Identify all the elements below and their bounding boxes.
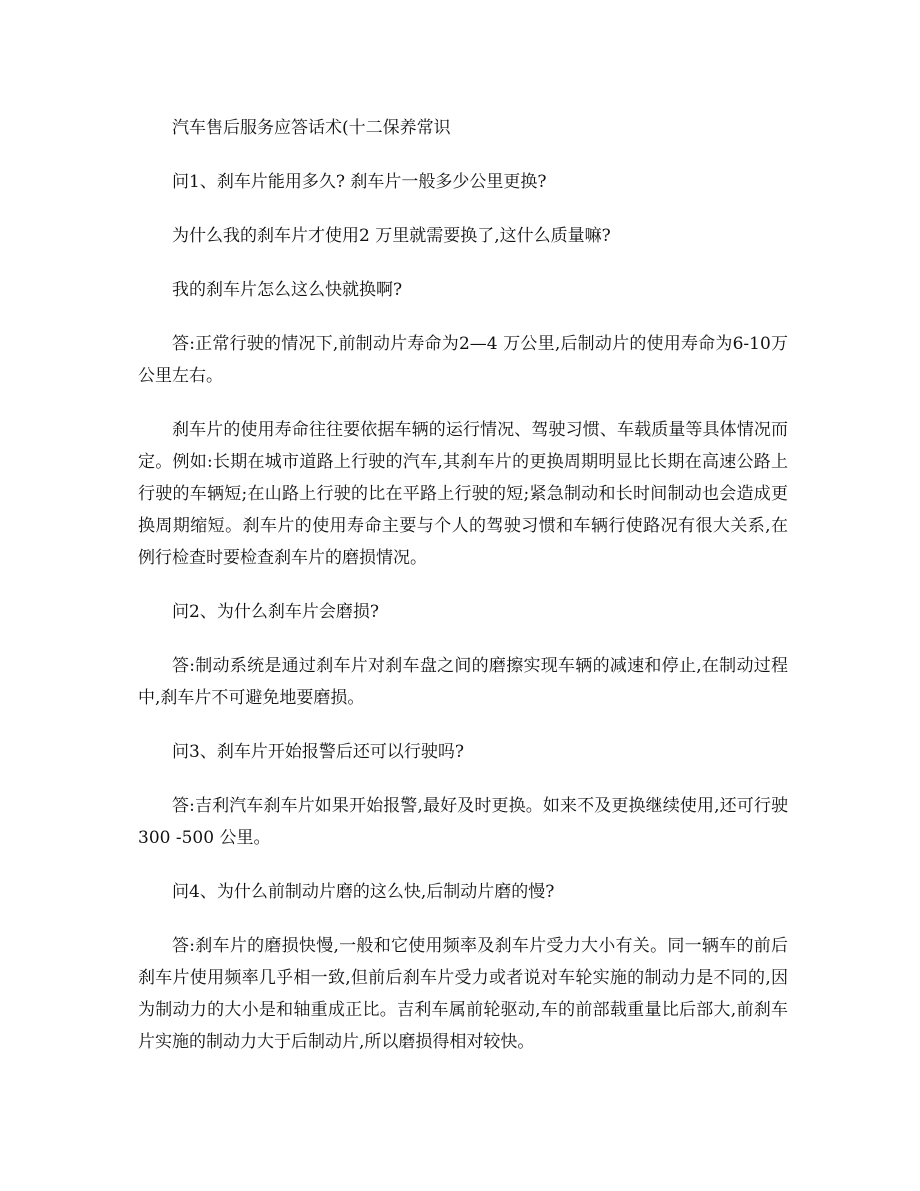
document-title: 汽车售后服务应答话术(十二保养常识 bbox=[172, 118, 451, 138]
answer-1-detail: 刹车片的使用寿命往往要依据车辆的运行情况、驾驶习惯、车载质量等具体情况而定。例如:长期在城市道路上行驶的汽车,其刹车片的更换周期明显比长期在高速公路上行驶的车辆短;在山路上行驶的比在平路上行驶的短;紧急制动和长时间制动也会造成更换周期缩短。刹车片的使用寿命主要与个人的驾驶习惯和车辆行使路况有很大关系,在例行检查时要检查刹车片的磨损情况。 bbox=[138, 420, 788, 568]
question-1-variant-b: 我的刹车片怎么这么快就换啊? bbox=[172, 280, 403, 300]
answer-4: 答:刹车片的磨损快慢,一般和它使用频率及刹车片受力大小有关。同一辆车的前后刹车片使用频率几乎相一致,但前后刹车片受力或者说对车轮实施的制动力是不同的,因为制动力的大小是和轴重成正比。吉利车属前轮驱动,车的前部载重量比后部大,前刹车片实施的制动力大于后制动片,所以磨损得相对较快。 bbox=[138, 936, 788, 1052]
document-body bbox=[138, 112, 788, 1080]
question-2: 问2、为什么刹车片会磨损? bbox=[172, 602, 379, 622]
answer-3: 答:吉利汽车刹车片如果开始报警,最好及时更换。如来不及更换继续使用,还可行驶300 -500 公里。 bbox=[138, 796, 788, 848]
answer-1: 答:正常行驶的情况下,前制动片寿命为2—4 万公里,后制动片的使用寿命为6-10万公里左右。 bbox=[138, 334, 788, 386]
question-1-variant-a: 为什么我的刹车片才使用2 万里就需要换了,这什么质量嘛? bbox=[172, 226, 611, 246]
question-4: 问4、为什么前制动片磨的这么快,后制动片磨的慢? bbox=[172, 882, 555, 902]
question-1: 问1、刹车片能用多久? 刹车片一般多少公里更换? bbox=[172, 172, 547, 192]
question-3: 问3、刹车片开始报警后还可以行驶吗? bbox=[172, 742, 464, 762]
answer-2: 答:制动系统是通过刹车片对刹车盘之间的磨擦实现车辆的减速和停止,在制动过程中,刹车片不可避免地要磨损。 bbox=[138, 656, 788, 708]
